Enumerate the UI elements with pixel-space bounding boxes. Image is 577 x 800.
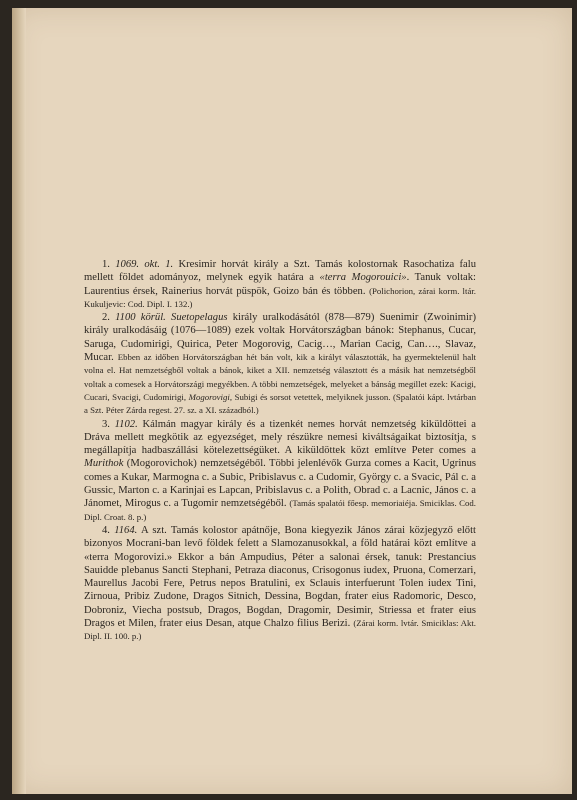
entry-number: 2. [102,312,110,324]
entry-source-note: Ebben az időben Horvátországban hét bán volt, kik a királyt választották, ha gyermektelenül halt volna el. Hat nemzetségből voltak a bánok, kiket a XII. nemzetség választott és a másik hat nemzetségből voltak a comesek a Horvátországi megyékben. A többi nemzetségek, melyeket a bánság megillet ezek: Kacigi, Cucari, Svacigi, Cudomirigi, [84,352,476,402]
entry-text: A szt. Tamás kolostor apátnője, Bona kiegyezik János zárai közjegyző előtt bizonyos Mocrani-ban levő földek felett a Slamozanusokkal, a föld határai közt említve a «terra Mogorovizi.» Ekkor a bán Ampudius, Péter a salonai érsek, tanuk: Prestancius Sauidde plebanus Sancti Stephani, Petraza diaconus, Crisogonus iudex, Pruona, Comerzari, Maurellus Jacobi Fere, Petrus nepos Bratulini, ex Sclauis interfuerunt Tolen iudex Tini, Zirnoua, Pribiz Zudone, Dragos Sitnich, Dessina, Bogdan, frater eius Radomoric, Desco, Dobroniz, Viecha postsub, Dragos, Bogdan, Dragomir, Desimir, Striessa et frater eius Dragos et Milen, frater eius Desan, atque Chalzo filius Berizi. [84,524,476,630]
entry-date: 1069. okt. 1. [115,259,174,270]
entry-1 [84,258,476,311]
document-page [12,8,572,794]
entry-text: Kresimir horvát király a Szt. Tamás kolostornak Rasochatiza falu mellett földet adományoz, melynek egyik határa a [84,259,476,284]
entry-text: . Tanuk voltak: Laurentius érsek, Rainerius horvát püspök, Goizo bán és többen. [84,272,476,297]
entry-quote: «terra Mogorouici» [319,272,407,284]
entry-source-note: , Subigi és sorsot vetettek, melyiknek jusson. (Spalatói kápt. lvtárban a Szt. Péter Zárda regest. 27. sz. a XI. századból.) [84,391,476,416]
entry-text: Kálmán magyar király és a tizenkét nemes horvát nemzetség kiküldöttei a Dráva mellett megkötik az egyezséget, mely részükre nemesi kiváltságaikat biztosítja, s megállapítja hadbaszállási kötelezettségüket. A kiküldöttek közt említve Peter comes a [84,418,477,457]
entry-number: 3. [102,418,110,430]
page-spine-shadow [12,8,26,794]
document-body [84,258,476,644]
entry-date: 1100 körül. [115,312,166,324]
entry-source-note: (Tamás spalatói főesp. memoriaiéja. Smiciklas. Cod. Dipl. Croat. 8. p.) [84,498,476,522]
entry-text: király uralkodásától (878—879) Suenimir (Zwoinimir) király uralkodásáig (1076—1089) ezek voltak Horvátországban bánok: Stephanus, Cucar, Saruga, Cudomirigi, Quirica, Peter Mogorovig, Cacig…, Marian Cacig, Can…., Slavaz, Mucar. [84,312,476,364]
entry-name: Murithok [84,458,124,470]
entry-note-italic: Mogorovigi [188,391,230,402]
entry-text: (Mogorovichok) nemzetségéből. Többi jelenlévők Gurza comes a Kacit, Ugrinus comes a Kukar, Marmogna c. a Subic, Pribislavus c. a Cudomir, György c. a Svacic, Pál c. a Gussic, Marton c. a Karinjai es Lapcan, Pribislavus c. a Polith, Obrad c. a Lacnic, János c. a Jánomet, Mirogus c. a Tugomir nemzetségéből. [84,458,476,510]
entry-source-note: (Polichorion, zárai korm. ltár. Kukuljevic: Cod. Dipl. I. 132.) [84,285,476,309]
entry-number: 1. [102,259,110,270]
entry-date: 1164. [114,524,138,536]
entry-date: 1102. [114,418,138,430]
entry-source-note: (Zárai korm. lvtár. Smiciklas: Akt. Dipl. II. 100. p.) [84,618,476,642]
entry-number: 4. [102,524,110,536]
entry-4 [84,524,476,644]
entry-2 [84,311,476,417]
entry-name: Suetopelagus [171,312,228,324]
entry-3 [84,418,476,524]
